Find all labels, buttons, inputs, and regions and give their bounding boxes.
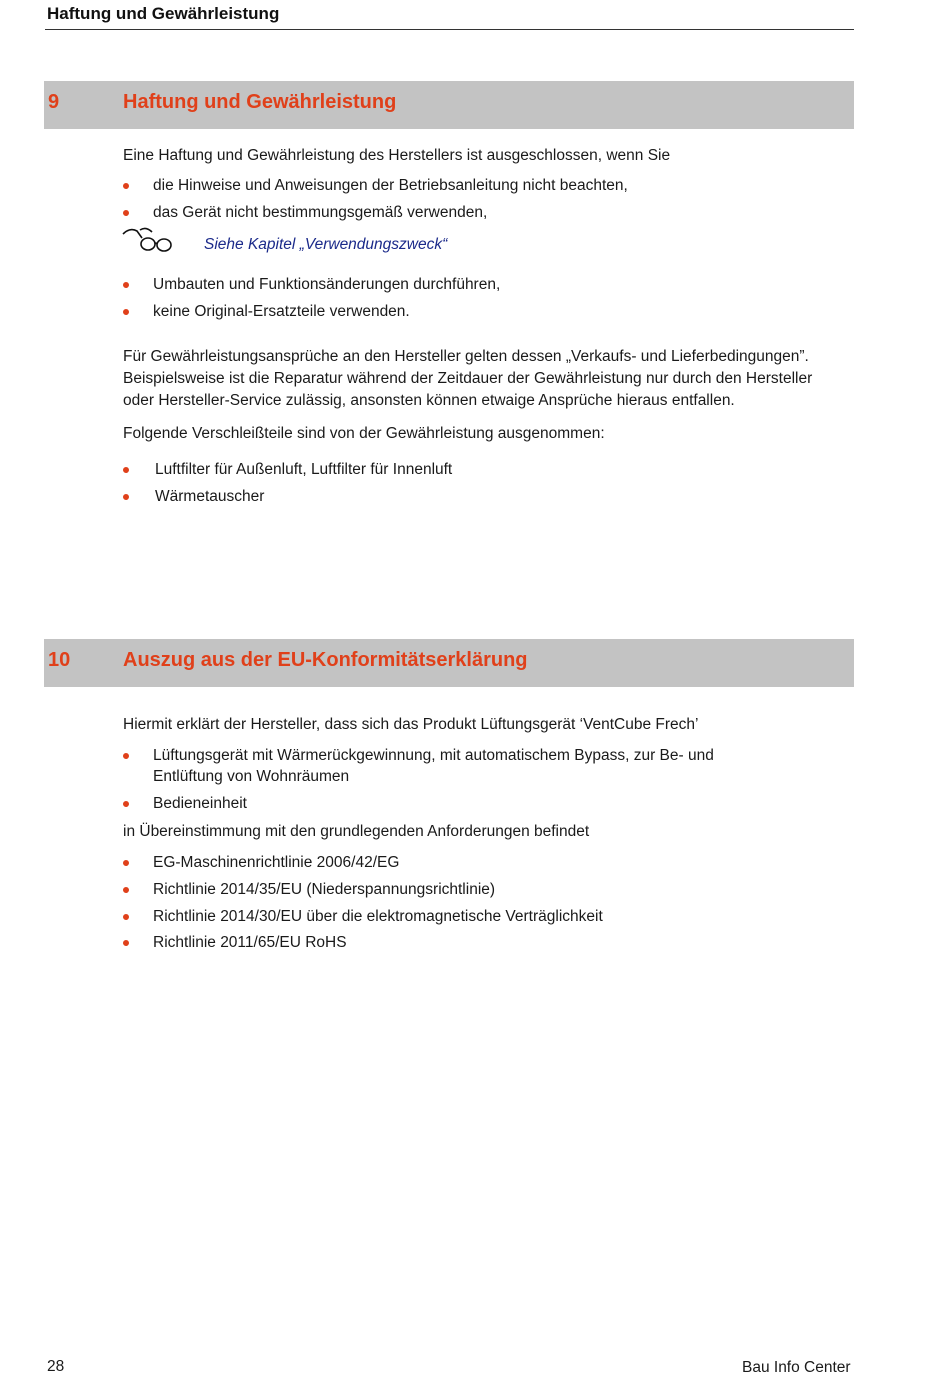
section-9-number: 9 (48, 91, 60, 113)
header-divider (45, 29, 854, 30)
list-item: Richtlinie 2011/65/EU RoHS (123, 932, 823, 953)
bullet-icon (123, 309, 129, 315)
bullet-icon (123, 210, 129, 216)
bullet-icon (123, 914, 129, 920)
list-item: Richtlinie 2014/30/EU über die elektromagnetische Verträglichkeit (123, 906, 823, 927)
section-9-title: Haftung und Gewährleistung (123, 91, 397, 113)
bullet-icon (123, 183, 129, 189)
page-number: 28 (47, 1358, 65, 1375)
bullet-icon (123, 940, 129, 946)
wear-parts-intro: Folgende Verschleißteile sind von der Gewährleistung ausgenommen: (123, 425, 605, 442)
bullet-icon (123, 282, 129, 288)
glasses-icon (122, 226, 174, 254)
publisher-name: Bau Info Center (742, 1359, 851, 1376)
bullet-icon (123, 887, 129, 893)
list-item: Luftfilter für Außenluft, Luftfilter für Innenluft (123, 459, 823, 480)
conformity-statement: in Übereinstimmung mit den grundlegenden Anforderungen befindet (123, 823, 590, 840)
bullet-icon (123, 494, 129, 500)
section-10-heading (44, 639, 854, 687)
list-item: Bedieneinheit (123, 793, 823, 814)
list-item: die Hinweise und Anweisungen der Betriebsanleitung nicht beachten, (123, 175, 823, 196)
list-item: EG-Maschinenrichtlinie 2006/42/EG (123, 852, 823, 873)
section-10-intro: Hiermit erklärt der Hersteller, dass sich das Produkt Lüftungsgerät ‘VentCube Frech’ (123, 716, 699, 733)
list-item: Richtlinie 2014/35/EU (Niederspannungsrichtlinie) (123, 879, 823, 900)
list-item: keine Original-Ersatzteile verwenden. (123, 301, 823, 322)
list-item: Lüftungsgerät mit Wärmerückgewinnung, mit automatischem Bypass, zur Be- und Entlüftung von Wohnräumen (123, 745, 733, 787)
list-item: Umbauten und Funktionsänderungen durchführen, (123, 274, 823, 295)
bullet-icon (123, 801, 129, 807)
see-chapter-reference[interactable]: Siehe Kapitel „Verwendungszweck“ (204, 236, 448, 253)
section-9-intro: Eine Haftung und Gewährleistung des Herstellers ist ausgeschlossen, wenn Sie (123, 147, 671, 164)
list-item: Wärmetauscher (123, 486, 823, 507)
section-10-title: Auszug aus der EU-Konformitätserklärung (123, 649, 528, 671)
bullet-icon (123, 753, 129, 759)
bullet-icon (123, 467, 129, 473)
list-item: das Gerät nicht bestimmungsgemäß verwenden, (123, 202, 823, 223)
warranty-terms-paragraph: Für Gewährleistungsansprüche an den Hersteller gelten dessen „Verkaufs- und Lieferbedingungen”. Beispielsweise ist die Reparatur während der Zeitdauer der Gewährleistung nur durch den Hersteller oder Hersteller-Service zulässig, ansonsten können etwaige Ansprüche hieraus entfallen. (123, 348, 813, 409)
section-10-number: 10 (48, 649, 71, 671)
bullet-icon (123, 860, 129, 866)
section-9-heading (44, 81, 854, 129)
running-header: Haftung und Gewährleistung (47, 4, 280, 23)
